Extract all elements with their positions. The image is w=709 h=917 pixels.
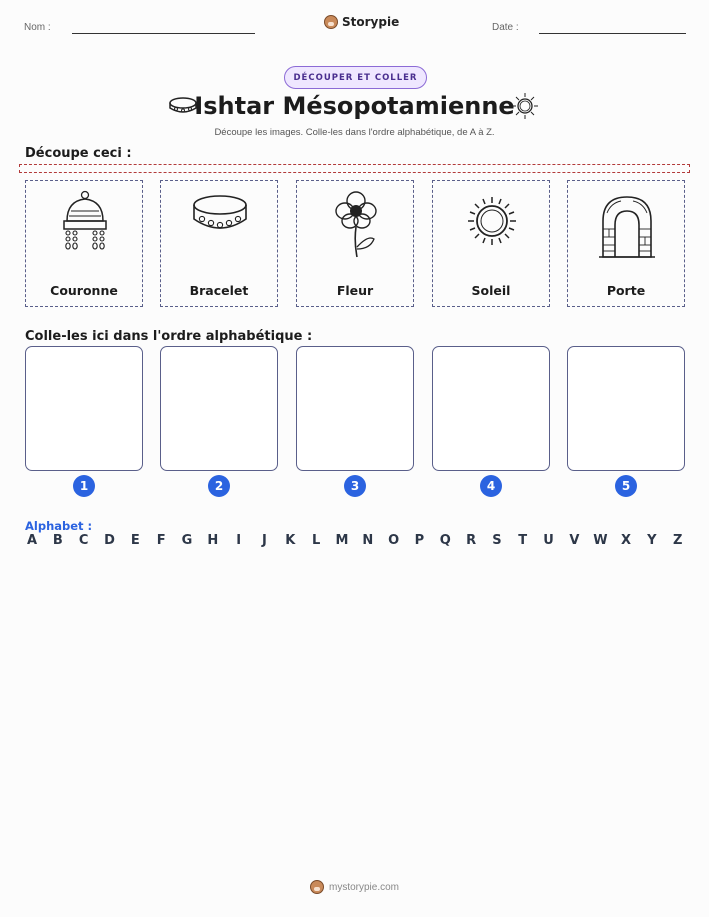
- cut-card-soleil[interactable]: [432, 180, 550, 307]
- bracelet-icon: [187, 187, 253, 259]
- footer: [0, 880, 709, 894]
- paste-box-2[interactable]: [160, 346, 278, 471]
- alphabet-letter: N: [362, 533, 374, 548]
- bracelet-icon: [168, 95, 198, 117]
- brand-logo: [324, 15, 399, 29]
- sun-icon: [462, 189, 522, 261]
- alphabet-letter: E: [130, 533, 140, 548]
- order-number: 5: [615, 475, 637, 497]
- footer-url[interactable]: mystorypie.com: [328, 881, 399, 893]
- alphabet-letter: S: [492, 533, 502, 548]
- order-number: 3: [344, 475, 366, 497]
- alphabet-letter: M: [335, 533, 349, 548]
- alphabet-letter: W: [593, 533, 608, 548]
- order-number: 1: [73, 475, 95, 497]
- alphabet-letter: V: [569, 533, 580, 548]
- card-label: Fleur: [336, 283, 374, 298]
- storypie-logo-icon: [324, 15, 338, 29]
- alphabet-letter: K: [285, 533, 296, 548]
- sun-icon: [511, 92, 539, 120]
- cut-card-fleur[interactable]: [296, 180, 414, 307]
- alphabet-letter: U: [543, 533, 554, 548]
- page-title: Ishtar Mésopotamienne: [194, 92, 515, 120]
- alphabet-letter: R: [466, 533, 477, 548]
- card-label: Bracelet: [189, 283, 249, 298]
- gate-icon: [597, 189, 657, 261]
- paste-section-title: Colle-les ici dans l'ordre alphabétique :: [25, 329, 313, 344]
- crown-icon: [55, 189, 115, 261]
- alphabet-letter: L: [311, 533, 321, 548]
- alphabet-letter: J: [262, 533, 267, 548]
- alphabet-letter: O: [388, 533, 400, 548]
- alphabet-letter: B: [52, 533, 63, 548]
- alphabet-letter: P: [414, 533, 425, 548]
- order-number: 2: [208, 475, 230, 497]
- alphabet-letter: A: [26, 533, 38, 548]
- alphabet-letter: D: [104, 533, 115, 548]
- alphabet-letter: T: [518, 533, 528, 548]
- card-label: Soleil: [471, 283, 511, 298]
- cut-card-bracelet[interactable]: [160, 180, 278, 307]
- flower-icon: [326, 189, 386, 261]
- cut-card-couronne[interactable]: [25, 180, 143, 307]
- alphabet-letters: [25, 533, 685, 548]
- name-label: Nom :: [24, 22, 51, 33]
- order-number: 4: [480, 475, 502, 497]
- name-line[interactable]: [72, 33, 255, 34]
- activity-badge: DÉCOUPER ET COLLER: [284, 66, 427, 89]
- paste-box-5[interactable]: [567, 346, 685, 471]
- alphabet-letter: Y: [647, 533, 657, 548]
- alphabet-letter: Z: [672, 533, 683, 548]
- cut-section-title: Découpe ceci :: [25, 146, 132, 161]
- alphabet-letter: I: [236, 533, 242, 548]
- paste-box-3[interactable]: [296, 346, 414, 471]
- storypie-logo-icon: [310, 880, 324, 894]
- card-label: Couronne: [50, 283, 118, 298]
- cut-card-porte[interactable]: [567, 180, 685, 307]
- alphabet-letter: H: [207, 533, 219, 548]
- alphabet-letter: Q: [439, 533, 451, 548]
- paste-box-1[interactable]: [25, 346, 143, 471]
- date-label: Date :: [492, 22, 519, 33]
- alphabet-letter: C: [78, 533, 89, 548]
- card-label: Porte: [606, 283, 646, 298]
- instructions: Découpe les images. Colle-les dans l'ordre alphabétique, de A à Z.: [214, 127, 495, 138]
- alphabet-letter: G: [181, 533, 193, 548]
- date-line[interactable]: [539, 33, 686, 34]
- alphabet-letter: X: [621, 533, 632, 548]
- alphabet-title: Alphabet :: [25, 519, 93, 533]
- brand-name: Storypie: [342, 15, 400, 29]
- paste-box-4[interactable]: [432, 346, 550, 471]
- alphabet-letter: F: [156, 533, 166, 548]
- cut-line: [19, 164, 690, 173]
